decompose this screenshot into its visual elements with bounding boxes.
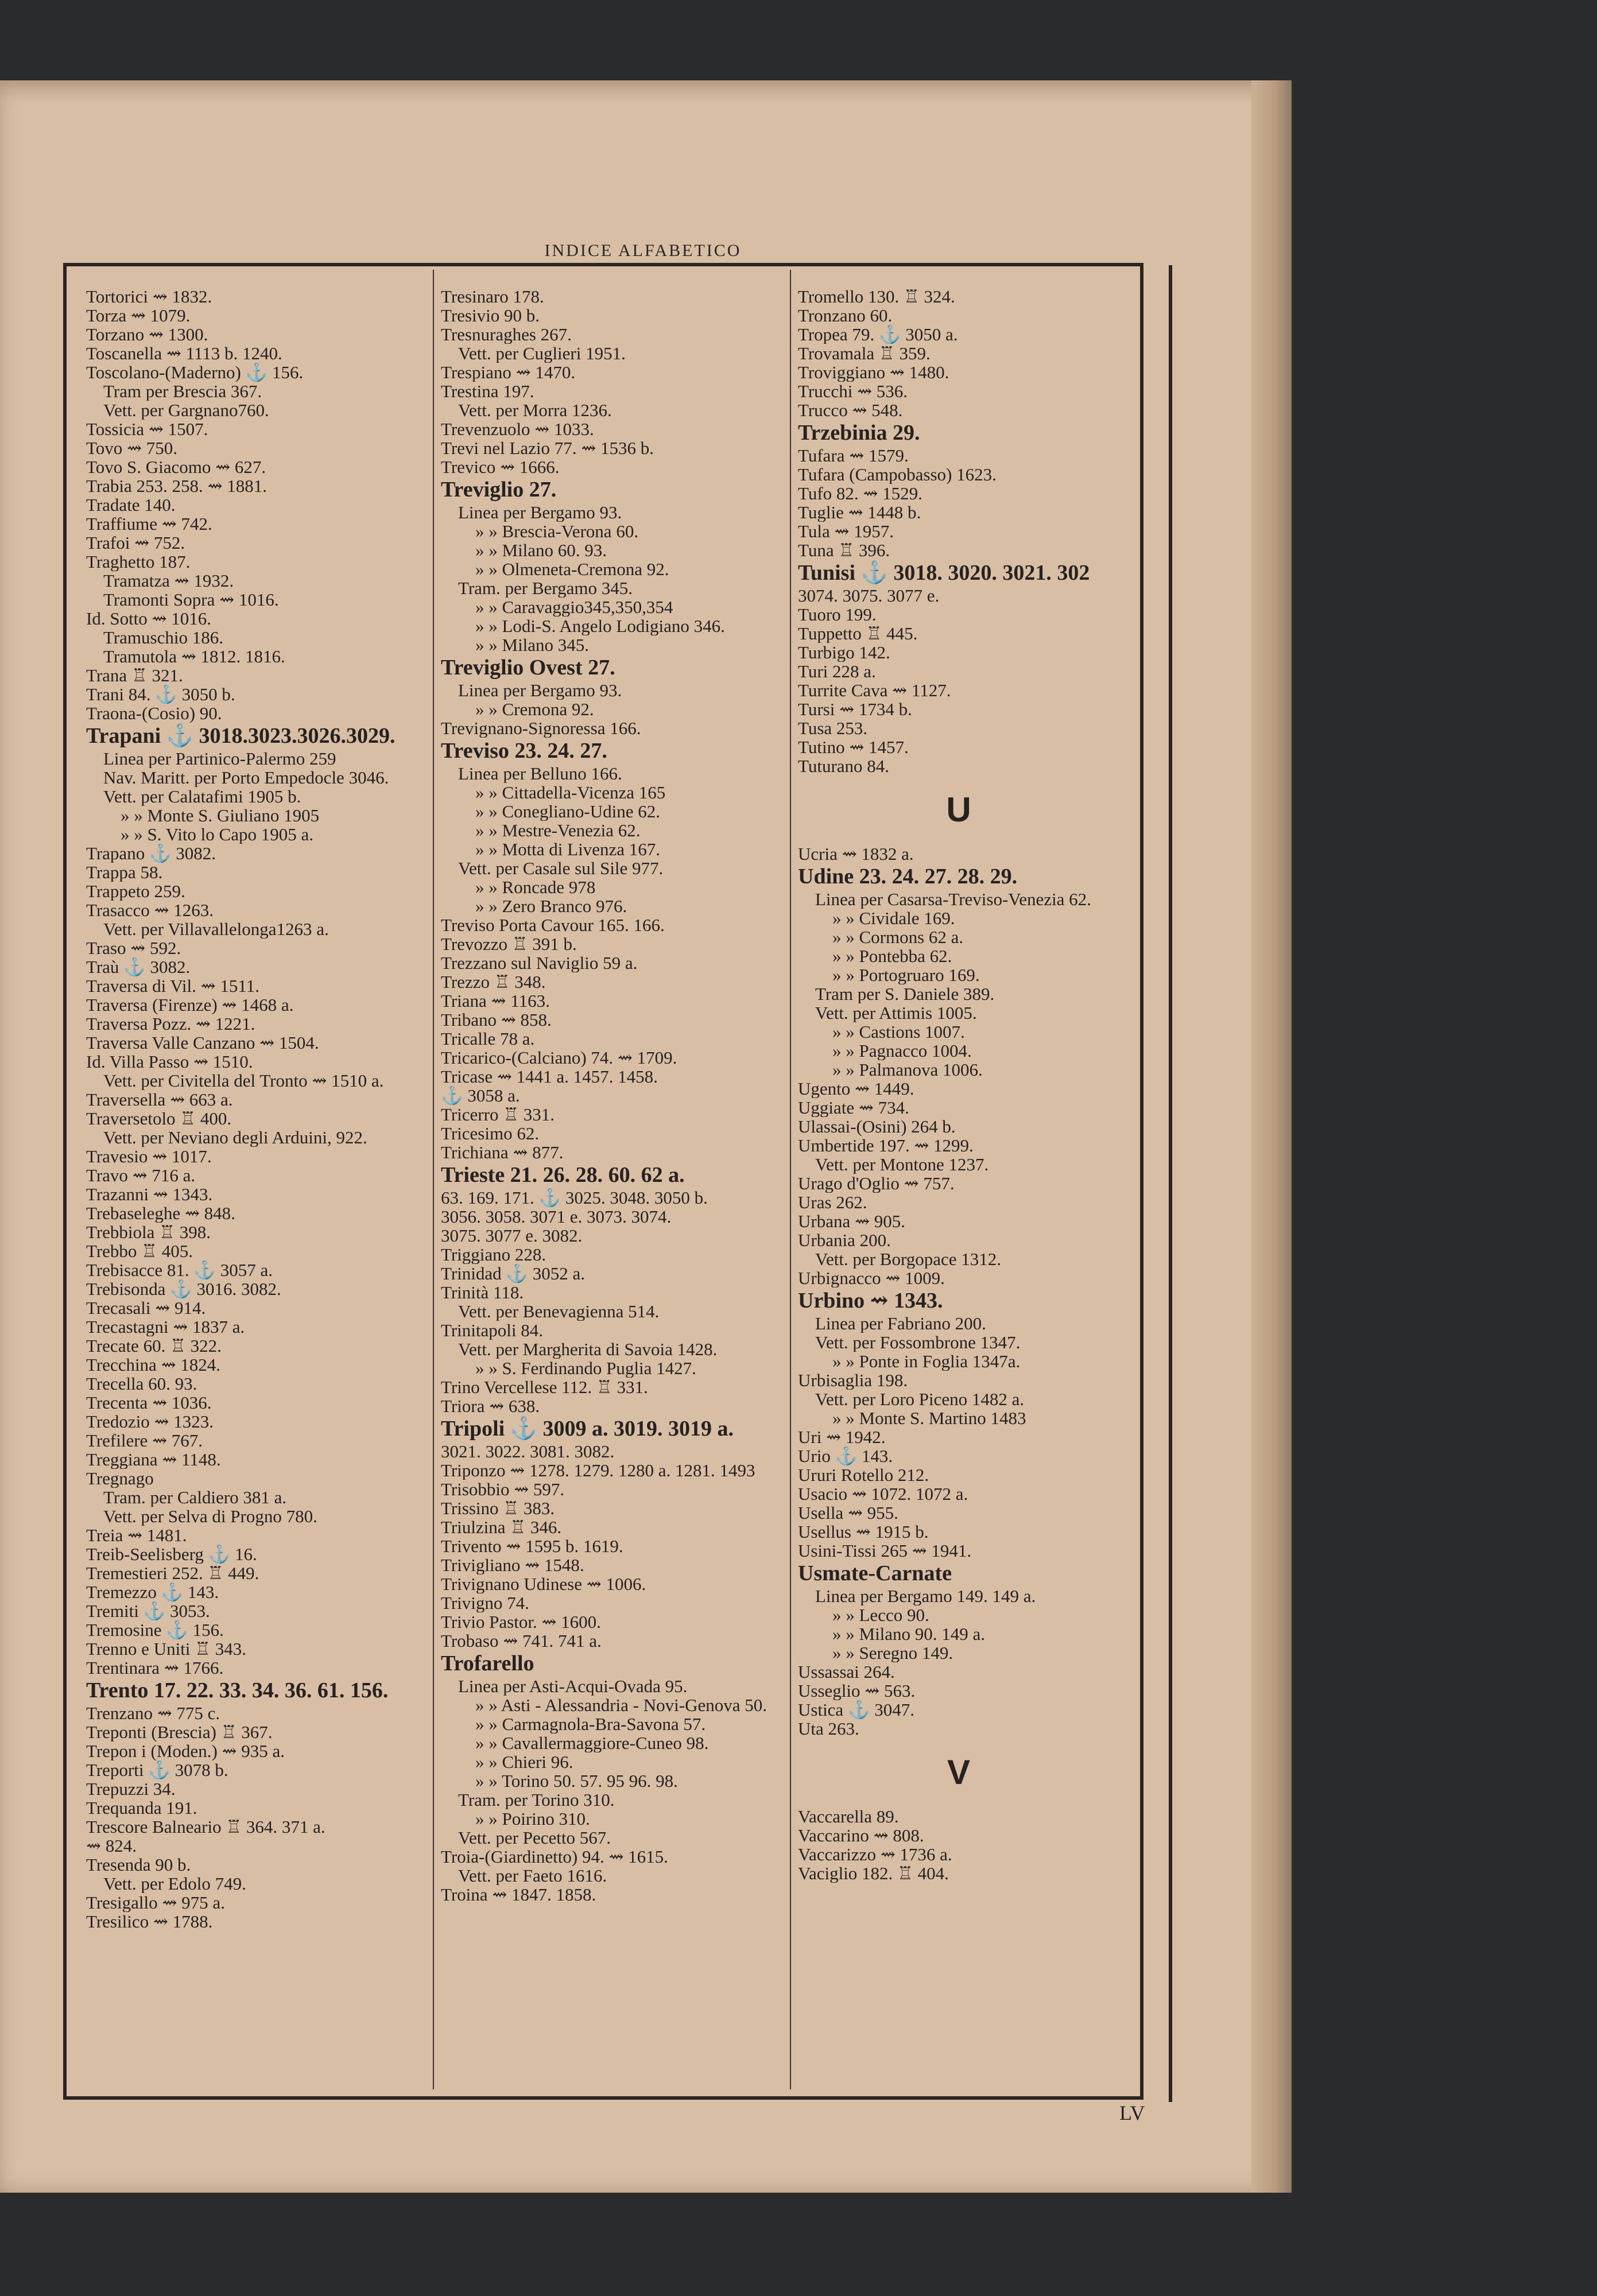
index-entry: Trezzo ♖ 348. — [441, 972, 546, 991]
index-entry: Usseglio ⇝ 563. — [798, 1681, 916, 1700]
index-entry: Trapano ⚓ 3082. — [86, 844, 216, 863]
index-entry: Traghetto 187. — [86, 552, 191, 571]
index-column-1 — [86, 287, 425, 1931]
index-entry: » » Roncade 978 — [475, 878, 596, 897]
index-entry: Tutino ⇝ 1457. — [798, 738, 909, 757]
index-entry: Usella ⇝ 955. — [798, 1503, 898, 1522]
index-entry: Tropea 79. ⚓ 3050 a. — [798, 325, 958, 344]
index-entry: » » Caravaggio345,350,354 — [475, 598, 673, 616]
index-entry: Treib-Seelisberg ⚓ 16. — [86, 1545, 257, 1564]
index-entry: » » Zero Branco 976. — [475, 897, 627, 916]
index-entry: Trivignano Udinese ⇝ 1006. — [441, 1574, 646, 1593]
index-entry: » » Milano 90. 149 a. — [832, 1624, 986, 1643]
index-entry: » » Pagnacco 1004. — [832, 1041, 972, 1060]
index-entry: Turbigo 142. — [798, 643, 890, 662]
index-entry: Troina ⇝ 1847. 1858. — [441, 1885, 596, 1904]
index-entry: Traona-(Cosio) 90. — [86, 704, 222, 723]
index-entry: Vett. per Montone 1237. — [815, 1155, 989, 1174]
index-entry: Tronzano 60. — [798, 306, 893, 325]
index-entry: » » Lecco 90. — [832, 1605, 929, 1624]
index-entry: Tresigallo ⇝ 975 a. — [86, 1893, 225, 1912]
index-entry: Vett. per Morra 1236. — [458, 401, 612, 420]
index-entry: » » Ponte in Foglia 1347a. — [832, 1352, 1021, 1371]
index-entry: Ugento ⇝ 1449. — [798, 1079, 914, 1098]
index-entry: Uta 263. — [798, 1719, 859, 1738]
index-entry: Tursi ⇝ 1734 b. — [798, 700, 912, 719]
index-entry: » » Mestre-Venezia 62. — [475, 821, 641, 840]
index-entry: Tribano ⇝ 858. — [441, 1010, 552, 1029]
index-entry: Traso ⇝ 592. — [86, 938, 181, 957]
index-entry: Urbania 200. — [798, 1231, 891, 1250]
index-entry: » » Brescia-Verona 60. — [475, 522, 639, 541]
index-entry: Vett. per Villavallelonga1263 a. — [103, 920, 329, 938]
index-entry: 3056. 3058. 3071 e. 3073. 3074. — [441, 1207, 672, 1226]
index-entry: Tramutola ⇝ 1812. 1816. — [103, 647, 285, 666]
index-entry: Treia ⇝ 1481. — [86, 1526, 187, 1545]
index-entry: Traversa Pozz. ⇝ 1221. — [86, 1014, 255, 1033]
index-entry: Tram per S. Daniele 389. — [815, 984, 995, 1003]
index-entry: Trucco ⇝ 548. — [798, 401, 903, 420]
index-entry: » » Portogruaro 169. — [832, 965, 980, 984]
index-entry: Tramatza ⇝ 1932. — [103, 571, 234, 590]
index-entry: Triponzo ⇝ 1278. 1279. 1280 a. 1281. 1493 — [441, 1461, 755, 1480]
index-entry: Turi 228 a. — [798, 662, 876, 681]
index-entry: Trovamala ♖ 359. — [798, 344, 931, 363]
index-entry: Troviggiano ⇝ 1480. — [798, 363, 949, 382]
page-header: INDICE ALFABETICO — [544, 241, 742, 260]
index-entry: Tramuschio 186. — [103, 628, 223, 647]
index-entry: Triulzina ♖ 346. — [441, 1518, 562, 1537]
index-entry: Vett. per Cuglieri 1951. — [458, 344, 626, 363]
index-entry: Uggiate ⇝ 734. — [798, 1098, 909, 1117]
index-entry: Tremezzo ⚓ 143. — [86, 1583, 219, 1601]
index-entry: Trecate 60. ♖ 322. — [86, 1336, 222, 1355]
index-entry: Udine 23. 24. 27. 28. 29. — [798, 864, 1018, 889]
index-entry: Trobaso ⇝ 741. 741 a. — [441, 1631, 602, 1650]
index-entry: Trisobbio ⇝ 597. — [441, 1480, 565, 1499]
index-entry: Trivigno 74. — [441, 1593, 529, 1612]
index-entry: Trebisacce 81. ⚓ 3057 a. — [86, 1261, 273, 1279]
index-entry: Traversa di Vil. ⇝ 1511. — [86, 976, 259, 995]
index-entry: Tula ⇝ 1957. — [798, 522, 894, 541]
index-entry: Travesio ⇝ 1017. — [86, 1147, 212, 1166]
index-entry: Trescore Balneario ♖ 364. 371 a. — [86, 1817, 325, 1836]
index-entry: » » Castions 1007. — [832, 1022, 965, 1041]
index-entry: Tricerro ♖ 331. — [441, 1105, 555, 1124]
index-entry: » » Conegliano-Udine 62. — [475, 802, 661, 821]
index-entry: Tram. per Bergamo 345. — [458, 579, 633, 598]
index-entry: Vett. per Faeto 1616. — [458, 1866, 607, 1885]
index-entry: Tresivio 90 b. — [441, 306, 540, 325]
index-entry: Trino Vercellese 112. ♖ 331. — [441, 1378, 648, 1397]
index-entry: Vett. per Neviano degli Arduini, 922. — [103, 1128, 367, 1147]
index-entry: Trebbiola ♖ 398. — [86, 1223, 211, 1242]
index-entry: Vett. per Gargnano760. — [103, 401, 269, 420]
index-entry: Trazanni ⇝ 1343. — [86, 1185, 213, 1204]
index-entry: » » S. Vito lo Capo 1905 a. — [121, 825, 313, 844]
index-entry: Toscanella ⇝ 1113 b. 1240. — [86, 344, 282, 363]
column-divider — [790, 270, 791, 2089]
index-entry: » » Milano 345. — [475, 635, 590, 654]
index-entry: Tuglie ⇝ 1448 b. — [798, 503, 921, 522]
index-entry: Tricalle 78 a. — [441, 1029, 535, 1048]
index-entry: Vett. per Margherita di Savoia 1428. — [458, 1340, 718, 1359]
index-entry: Treviso 23. 24. 27. — [441, 739, 607, 763]
column-divider — [433, 270, 434, 2089]
index-entry: Tradate 140. — [86, 495, 176, 514]
index-entry: » » Palmanova 1006. — [832, 1060, 983, 1079]
index-entry: Trivigliano ⇝ 1548. — [441, 1556, 584, 1574]
index-entry: Trucchi ⇝ 536. — [798, 382, 908, 401]
index-entry: » » Cormons 62 a. — [832, 928, 964, 947]
index-entry: Trenzano ⇝ 775 c. — [86, 1704, 220, 1723]
index-entry: Ururi Rotello 212. — [798, 1465, 929, 1484]
index-entry: Trani 84. ⚓ 3050 b. — [86, 685, 235, 704]
page-number: LV — [1119, 2101, 1145, 2124]
index-entry: Tufo 82. ⇝ 1529. — [798, 484, 922, 503]
index-entry: Urbignacco ⇝ 1009. — [798, 1269, 945, 1287]
section-letter: V — [947, 1753, 971, 1791]
section-letter: U — [946, 790, 971, 829]
index-entry: Vett. per Selva di Progno 780. — [103, 1507, 317, 1526]
index-entry: Traversa (Firenze) ⇝ 1468 a. — [86, 995, 294, 1014]
index-entry: Trappeto 259. — [86, 882, 185, 901]
index-entry: Vaccarino ⇝ 808. — [798, 1826, 924, 1845]
index-entry: Vett. per Edolo 749. — [103, 1874, 246, 1893]
index-entry: Trana ♖ 321. — [86, 666, 183, 685]
index-entry: Vett. per Fossombrone 1347. — [815, 1333, 1021, 1352]
index-entry: » » Monte S. Giuliano 1905 — [121, 806, 320, 825]
index-entry: Treporti ⚓ 3078 b. — [86, 1760, 228, 1779]
index-entry: Usini-Tissi 265 ⇝ 1941. — [798, 1541, 972, 1560]
index-entry: Trecenta ⇝ 1036. — [86, 1393, 212, 1412]
index-entry: 3021. 3022. 3081. 3082. — [441, 1442, 615, 1461]
index-entry: Turrite Cava ⇝ 1127. — [798, 681, 951, 700]
index-entry: Trecella 60. 93. — [86, 1374, 197, 1393]
index-entry: Urago d'Oglio ⇝ 757. — [798, 1174, 955, 1193]
index-entry: Uri ⇝ 1942. — [798, 1428, 886, 1446]
index-entry: Tresinaro 178. — [441, 287, 544, 306]
index-entry: Vaccarizzo ⇝ 1736 a. — [798, 1845, 952, 1864]
index-entry: Trefilere ⇝ 767. — [86, 1431, 203, 1450]
index-entry: Tovo ⇝ 750. — [86, 439, 177, 457]
index-entry: Triggiano 228. — [441, 1245, 546, 1264]
index-entry: Vett. per Borgopace 1312. — [815, 1250, 1001, 1269]
index-entry: Treggiana ⇝ 1148. — [86, 1450, 221, 1469]
index-entry: Trento 17. 22. 33. 34. 36. 61. 156. — [86, 1678, 389, 1702]
index-entry: Trivio Pastor. ⇝ 1600. — [441, 1612, 601, 1631]
index-entry: Traversella ⇝ 663 a. — [86, 1090, 233, 1109]
index-entry: » » Cavallermaggiore-Cuneo 98. — [475, 1733, 709, 1752]
index-entry: Tromello 130. ♖ 324. — [798, 287, 955, 306]
index-entry: 3074. 3075. 3077 e. — [798, 586, 940, 605]
index-entry: Urio ⚓ 143. — [798, 1446, 893, 1465]
index-entry: Trinidad ⚓ 3052 a. — [441, 1264, 586, 1283]
index-entry: Tovo S. Giacomo ⇝ 627. — [86, 457, 266, 476]
index-entry: Uras 262. — [798, 1193, 867, 1212]
index-entry: Tuna ♖ 396. — [798, 541, 890, 560]
index-entry: Trabia 253. 258. ⇝ 1881. — [86, 476, 268, 495]
index-entry: Tufara (Campobasso) 1623. — [798, 465, 997, 484]
index-entry: » » S. Ferdinando Puglia 1427. — [475, 1359, 696, 1378]
index-entry: Id. Sotto ⇝ 1016. — [86, 609, 212, 628]
index-entry: » » Poirino 310. — [475, 1809, 590, 1828]
index-entry: Trebaseleghe ⇝ 848. — [86, 1204, 235, 1223]
index-entry: Trafoi ⇝ 752. — [86, 533, 185, 552]
index-entry: Urbisaglia 198. — [798, 1371, 908, 1390]
index-entry: Linea per Belluno 166. — [458, 764, 622, 783]
index-entry: Linea per Asti-Acqui-Ovada 95. — [458, 1677, 688, 1696]
index-entry: Tripoli ⚓ 3009 a. 3019. 3019 a. — [441, 1417, 734, 1441]
index-entry: Trevozzo ♖ 391 b. — [441, 934, 577, 953]
index-entry: Treviso Porta Cavour 165. 166. — [441, 916, 665, 934]
index-entry: Torzano ⇝ 1300. — [86, 325, 208, 344]
index-entry: Travo ⇝ 716 a. — [86, 1166, 196, 1185]
index-entry: Trestina 197. — [441, 382, 534, 401]
index-entry: Treviglio Ovest 27. — [441, 656, 615, 680]
index-entry: Trevico ⇝ 1666. — [441, 457, 560, 476]
index-entry: Triora ⇝ 638. — [441, 1397, 540, 1415]
index-entry: » » Torino 50. 57. 95 96. 98. — [475, 1771, 678, 1790]
frame-shadow-line — [1169, 265, 1172, 2102]
index-entry: Traffiume ⇝ 742. — [86, 514, 212, 533]
index-entry: Urbana ⇝ 905. — [798, 1212, 905, 1231]
index-entry: Vett. per Benevagienna 514. — [458, 1302, 660, 1321]
index-entry: » » Olmeneta-Cremona 92. — [475, 560, 669, 579]
index-entry: » » Motta di Livenza 167. — [475, 840, 660, 859]
index-entry: Troia-(Giardinetto) 94. ⇝ 1615. — [441, 1847, 668, 1866]
index-entry: Trieste 21. 26. 28. 60. 62 a. — [441, 1163, 685, 1187]
index-entry: Trentinara ⇝ 1766. — [86, 1658, 224, 1677]
index-entry: Trebisonda ⚓ 3016. 3082. — [86, 1279, 281, 1298]
index-entry: Trespiano ⇝ 1470. — [441, 363, 576, 382]
index-entry: Id. Villa Passo ⇝ 1510. — [86, 1052, 253, 1071]
index-entry: Trasacco ⇝ 1263. — [86, 901, 214, 920]
index-entry: Trecasali ⇝ 914. — [86, 1298, 206, 1317]
index-entry: Tufara ⇝ 1579. — [798, 446, 909, 465]
index-entry: Trevignano-Signoressa 166. — [441, 719, 641, 738]
index-entry: Ulassai-(Osini) 264 b. — [798, 1117, 956, 1136]
index-entry: Ussassai 264. — [798, 1662, 895, 1681]
index-entry: Trivento ⇝ 1595 b. 1619. — [441, 1537, 623, 1556]
index-entry: Trinitapoli 84. — [441, 1321, 543, 1340]
index-entry: Trenno e Uniti ♖ 343. — [86, 1639, 246, 1658]
index-entry: Usacio ⇝ 1072. 1072 a. — [798, 1484, 968, 1503]
index-entry: Trepon i (Moden.) ⇝ 935 a. — [86, 1742, 285, 1760]
index-entry: Usellus ⇝ 1915 b. — [798, 1522, 929, 1541]
index-entry: Tricarico-(Calciano) 74. ⇝ 1709. — [441, 1048, 677, 1067]
index-entry: Tunisi ⚓ 3018. 3020. 3021. 302 — [798, 561, 1090, 585]
index-entry: Urbino ⇝ 1343. — [798, 1289, 943, 1313]
index-entry: Trissino ♖ 383. — [441, 1499, 555, 1518]
index-entry: Vett. per Calatafimi 1905 b. — [103, 787, 301, 806]
index-entry: Trevenzuolo ⇝ 1033. — [441, 420, 594, 439]
index-entry: Nav. Maritt. per Porto Empedocle 3046. — [103, 768, 389, 787]
index-entry: Trecastagni ⇝ 1837 a. — [86, 1317, 245, 1336]
index-entry: Linea per Bergamo 93. — [458, 503, 622, 522]
index-entry: » » Monte S. Martino 1483 — [832, 1409, 1026, 1428]
index-entry: Vett. per Attimis 1005. — [815, 1003, 977, 1022]
index-entry: Linea per Partinico-Palermo 259 — [103, 749, 336, 768]
index-entry: Trecchina ⇝ 1824. — [86, 1355, 221, 1374]
index-entry: Vaciglio 182. ♖ 404. — [798, 1864, 949, 1883]
page-edge — [1251, 80, 1292, 2193]
index-entry: Tusa 253. — [798, 719, 868, 738]
index-entry: » » Cremona 92. — [475, 700, 594, 719]
index-entry: Treponti (Brescia) ♖ 367. — [86, 1723, 273, 1742]
index-entry: Tricase ⇝ 1441 a. 1457. 1458. — [441, 1067, 658, 1086]
index-entry: » » Asti - Alessandria - Novi-Genova 50. — [475, 1696, 767, 1715]
index-entry: Torza ⇝ 1079. — [86, 306, 191, 325]
index-entry: » » Cividale 169. — [832, 909, 955, 928]
index-entry: Tredozio ⇝ 1323. — [86, 1412, 214, 1431]
index-entry: Trinità 118. — [441, 1283, 524, 1302]
index-entry: Ustica ⚓ 3047. — [798, 1700, 915, 1719]
index-entry: ⚓ 3058 a. — [441, 1086, 520, 1105]
index-entry: Traù ⚓ 3082. — [86, 957, 191, 976]
index-entry: Umbertide 197. ⇝ 1299. — [798, 1136, 974, 1155]
index-entry: Trebbo ♖ 405. — [86, 1242, 193, 1261]
index-entry: » » Chieri 96. — [475, 1752, 573, 1771]
index-entry: Tortorici ⇝ 1832. — [86, 287, 212, 306]
index-entry: Usmate-Carnate — [798, 1561, 952, 1585]
index-entry: Trappa 58. — [86, 863, 163, 882]
index-entry: Tricesimo 62. — [441, 1124, 540, 1143]
index-entry: Trezzano sul Naviglio 59 a. — [441, 953, 638, 972]
index-entry: Triana ⇝ 1163. — [441, 991, 550, 1010]
index-entry: Trofarello — [441, 1651, 534, 1676]
index-entry: Tremosine ⚓ 156. — [86, 1620, 224, 1639]
index-entry: Linea per Fabriano 200. — [815, 1314, 986, 1333]
index-entry: Vaccarella 89. — [798, 1807, 899, 1826]
index-entry: Vett. per Civitella del Tronto ⇝ 1510 a. — [103, 1071, 384, 1090]
index-entry: Tram. per Torino 310. — [458, 1790, 615, 1809]
index-entry: Trequanda 191. — [86, 1798, 197, 1817]
index-entry: Toscolano-(Maderno) ⚓ 156. — [86, 363, 304, 382]
index-entry: Vett. per Casale sul Sile 977. — [458, 859, 664, 878]
index-entry: Tremestieri 252. ♖ 449. — [86, 1564, 259, 1583]
index-entry: » » Milano 60. 93. — [475, 541, 607, 560]
index-entry: Treviglio 27. — [441, 478, 557, 502]
index-entry: Linea per Bergamo 93. — [458, 681, 622, 700]
index-entry: Tresenda 90 b. — [86, 1855, 191, 1874]
index-entry: Tram. per Caldiero 381 a. — [103, 1488, 287, 1507]
index-entry: Trepuzzi 34. — [86, 1779, 176, 1798]
index-entry: Tuppetto ♖ 445. — [798, 624, 918, 643]
index-column-2 — [441, 287, 780, 1904]
index-column-3 — [798, 287, 1137, 1883]
index-entry: Trzebinia 29. — [798, 421, 920, 445]
index-entry: Linea per Casarsa-Treviso-Venezia 62. — [815, 890, 1091, 909]
index-entry: » » Seregno 149. — [832, 1643, 953, 1662]
index-entry: » » Pontebba 62. — [832, 947, 952, 965]
index-entry: » » Cittadella-Vicenza 165 — [475, 783, 666, 802]
index-entry: Tresnuraghes 267. — [441, 325, 572, 344]
index-entry: Tuturano 84. — [798, 757, 890, 775]
index-entry: ⇝ 824. — [86, 1836, 137, 1855]
index-entry: Tuoro 199. — [798, 605, 877, 624]
index-entry: Tregnago — [86, 1469, 154, 1488]
index-entry: 63. 169. 171. ⚓ 3025. 3048. 3050 b. — [441, 1188, 708, 1207]
index-entry: Traversetolo ♖ 400. — [86, 1109, 232, 1128]
index-entry: Tramonti Sopra ⇝ 1016. — [103, 590, 279, 609]
index-entry: Tram per Brescia 367. — [103, 382, 262, 401]
index-entry: Tremiti ⚓ 3053. — [86, 1601, 210, 1620]
index-entry: 3075. 3077 e. 3082. — [441, 1226, 583, 1245]
index-entry: » » Carmagnola-Bra-Savona 57. — [475, 1715, 706, 1733]
index-entry: Tossicia ⇝ 1507. — [86, 420, 208, 439]
index-entry: Vett. per Pecetto 567. — [458, 1828, 611, 1847]
index-entry: Trichiana ⇝ 877. — [441, 1143, 564, 1162]
index-entry: Ucria ⇝ 1832 a. — [798, 844, 914, 863]
index-entry: Trevi nel Lazio 77. ⇝ 1536 b. — [441, 439, 654, 457]
index-entry: Vett. per Loro Piceno 1482 a. — [815, 1390, 1025, 1409]
index-entry: Trapani ⚓ 3018.3023.3026.3029. — [86, 724, 396, 748]
index-entry: Tresilico ⇝ 1788. — [86, 1912, 213, 1931]
index-entry: Linea per Bergamo 149. 149 a. — [815, 1587, 1036, 1605]
index-entry: » » Lodi-S. Angelo Lodigiano 346. — [475, 616, 725, 635]
index-entry: Traversa Valle Canzano ⇝ 1504. — [86, 1033, 319, 1052]
